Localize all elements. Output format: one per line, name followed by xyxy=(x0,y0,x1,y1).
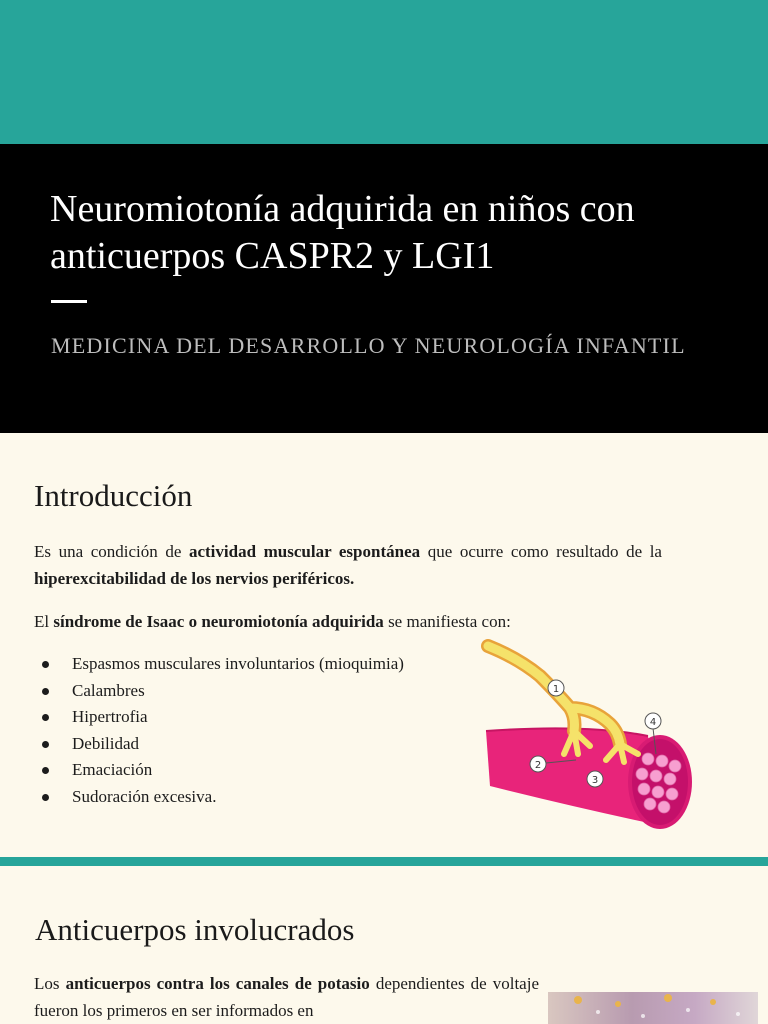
section-divider xyxy=(0,857,768,866)
top-accent-band xyxy=(0,0,768,144)
microscopy-image xyxy=(548,992,758,1024)
muscle-cross-section-inner xyxy=(632,739,688,825)
list-item xyxy=(40,678,404,705)
list-item-text: Sudoración excesiva. xyxy=(72,786,217,806)
title-block xyxy=(0,144,768,433)
marker-label: 2 xyxy=(534,760,542,771)
text-run: El xyxy=(34,612,54,631)
list-item xyxy=(40,784,404,811)
image-spots xyxy=(574,994,716,1007)
text-run: se manifiesta con: xyxy=(383,612,511,631)
bullet-icon xyxy=(42,767,49,774)
text-run: que ocurre como resultado de la xyxy=(420,542,662,561)
bullet-icon xyxy=(42,714,49,721)
intro-heading: Introducción xyxy=(34,478,193,513)
neuromuscular-junction-illustration xyxy=(478,636,708,836)
list-item-text: Debilidad xyxy=(72,733,140,753)
bullet-icon xyxy=(42,794,49,801)
list-item xyxy=(40,651,404,678)
text-run: Es una condición de xyxy=(34,542,189,561)
list-item-text: Hipertrofia xyxy=(72,707,148,726)
bold-run: síndrome de Isaac o neuromiotonía adquirida xyxy=(53,612,384,631)
image-highlights xyxy=(596,1008,740,1018)
antibodies-paragraph-1 xyxy=(34,970,539,1024)
list-item xyxy=(40,757,404,784)
intro-paragraph-1 xyxy=(34,538,662,592)
list-item-text: Calambres xyxy=(72,680,145,700)
antibodies-heading: Anticuerpos involucrados xyxy=(35,912,355,947)
bullet-icon xyxy=(42,741,49,748)
bullet-icon xyxy=(42,688,49,695)
bold-run: hiperexcitabilidad de los nervios periféricos. xyxy=(34,569,355,588)
page-title: Neuromiotonía adquirida en niños con anticuerpos CASPR2 y LGI1 xyxy=(50,188,635,277)
marker-label: 3 xyxy=(591,775,599,786)
text-run: Los xyxy=(34,974,66,993)
list-item-text: Emaciación xyxy=(72,760,153,779)
list-item-text: Espasmos musculares involuntarios (mioquimia) xyxy=(72,654,404,673)
list-item xyxy=(40,731,404,758)
marker-label: 4 xyxy=(649,717,657,728)
bullet-icon xyxy=(42,661,49,668)
microscopy-image-texture xyxy=(548,992,758,1024)
list-item xyxy=(40,704,404,731)
bold-run: anticuerpos contra los canales de potasio xyxy=(65,974,370,993)
page-subtitle: MEDICINA DEL DESARROLLO Y NEUROLOGÍA INFANTIL xyxy=(51,333,686,358)
text-run: dependientes de voltaje fueron los primeros en ser informados en xyxy=(34,974,539,1020)
symptom-list xyxy=(40,651,404,810)
marker-label: 1 xyxy=(552,684,560,695)
bold-run: actividad muscular espontánea xyxy=(188,542,421,561)
intro-paragraph-2 xyxy=(34,608,662,635)
title-divider xyxy=(51,300,87,303)
